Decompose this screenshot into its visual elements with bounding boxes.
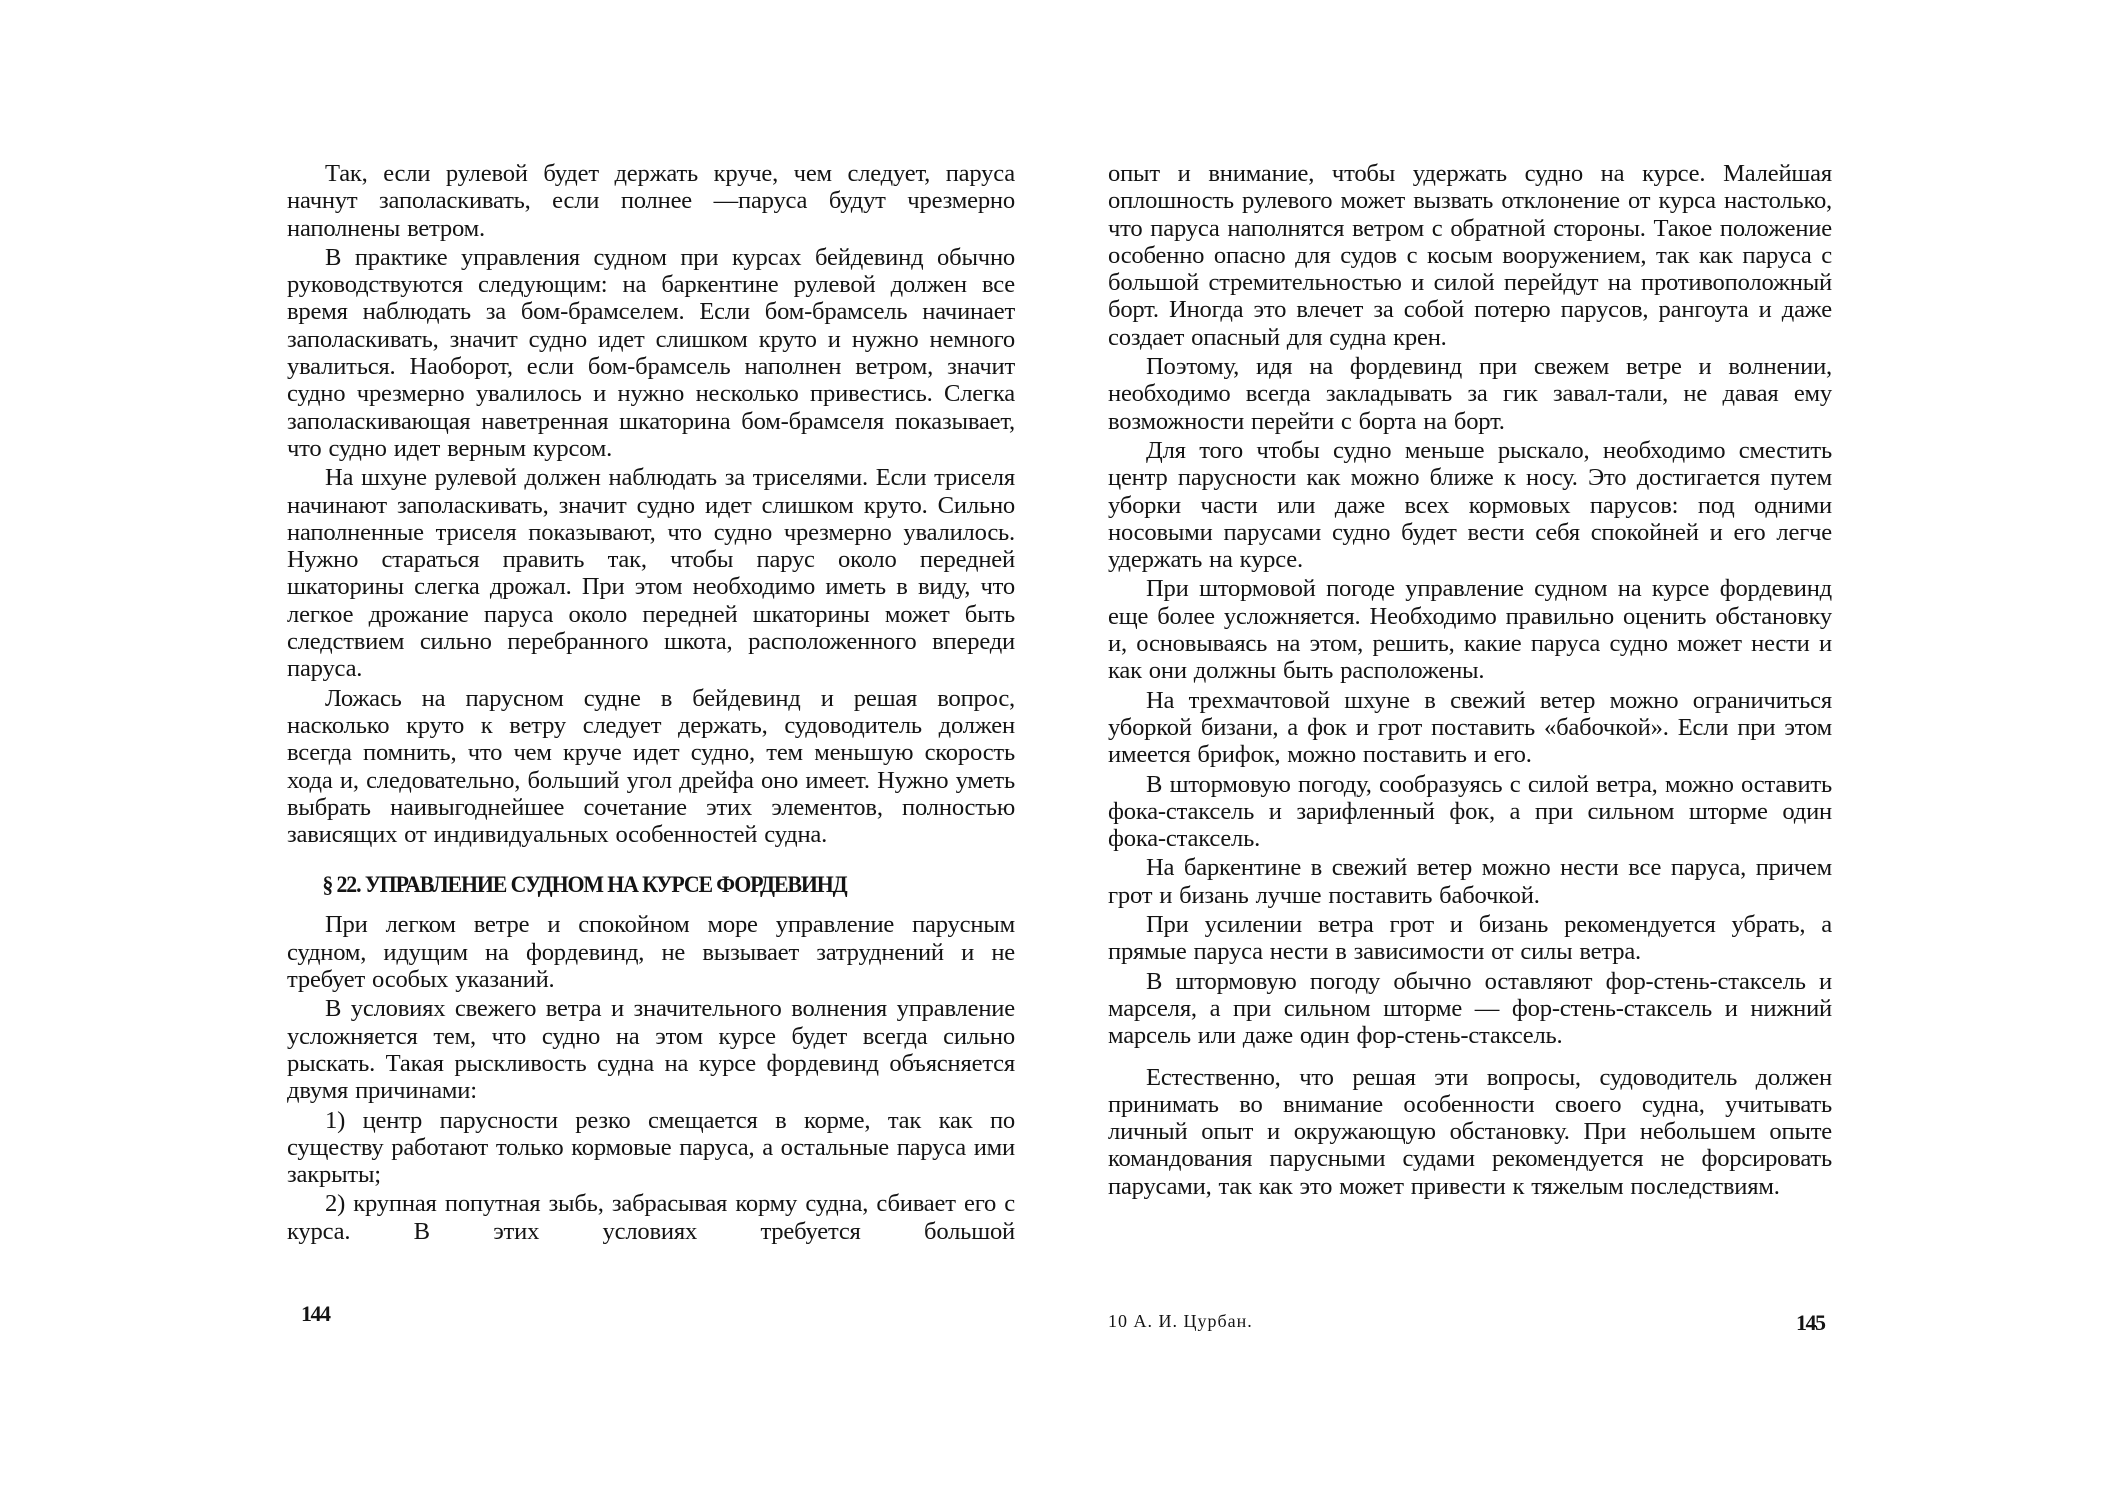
paragraph: Поэтому, идя на фордевинд при свежем ветре и волнении, необходимо всегда закладывать за гик завал-тали, не давая ему возможности перейти с борта на борт.: [1108, 353, 1832, 435]
page-number-right: 145: [1796, 1310, 1825, 1335]
paragraph: Так, если рулевой будет держать круче, чем следует, паруса начнут заполаскивать, если полнее —паруса будут чрезмерно наполнены ветром.: [287, 160, 1015, 242]
paragraph: При штормовой погоде управление судном на курсе фордевинд еще более усложняется. Необходимо правильно оценить обстановку и, основываясь на этом, решить, какие паруса судно может нести и как они должны быть расположены.: [1108, 575, 1832, 685]
paragraph: В практике управления судном при курсах бейдевинд обычно руководствуются следующим: на баркентине рулевой должен все время наблюдать за бом-брамселем. Если бом-брамсель начинает заполаскивать, значит судно идет слишком круто и нужно немного увалиться. Наоборот, если бом-брамсель наполнен ветром, значит судно чрезмерно увалилось и нужно несколько привестись. Слегка заполаскивающая наветренная шкаторина бом-брамселя показывает, что судно идет верным курсом.: [287, 243, 1015, 462]
page-number-left: 144: [301, 1301, 330, 1326]
paragraph: При легком ветре и спокойном море управление парусным судном, идущим на фордевинд, не вызывает затруднений и не требует особых указаний.: [287, 911, 1015, 994]
paragraph: На трехмачтовой шхуне в свежий ветер можно ограничиться уборкой бизани, а фок и грот поставить «бабочкой». Если при этом имеется брифок, можно поставить и его.: [1108, 686, 1832, 769]
spacer: [1108, 1052, 1832, 1064]
paragraph: опыт и внимание, чтобы удержать судно на курсе. Малейшая оплошность рулевого может вызвать отклонение от курса настолько, что паруса наполнятся ветром с обратной стороны. Такое положение особенно опасно для судов с косым вооружением, так как паруса с большой стремительностью и силой перейдут на противоположный борт. Иногда это влечет за собой потерю парусов, рангоута и даже создает опасный для судна крен.: [1108, 160, 1832, 351]
paragraph: На баркентине в свежий ветер можно нести все паруса, причем грот и бизань лучше поставить бабочкой.: [1108, 854, 1832, 909]
list-item: 1) центр парусности резко смещается в корме, так как по существу работают только кормовые паруса, а остальные паруса ими закрыты;: [287, 1106, 1015, 1189]
paragraph: В условиях свежего ветра и значительного волнения управление усложняется тем, что судно на этом курсе будет всегда сильно рыскать. Такая рыскливость судна на курсе фордевинд объясняется двумя причинами:: [287, 995, 1015, 1105]
list-item: 2) крупная попутная зыбь, забрасывая корму судна, сбивает его с курса. В этих условиях требуется большой: [287, 1190, 1015, 1245]
paragraph: В штормовую погоду, сообразуясь с силой ветра, можно оставить фока-стаксель и зарифленный фок, а при сильном шторме один фока-стаксель.: [1108, 770, 1832, 853]
paragraph: Для того чтобы судно меньше рыскало, необходимо сместить центр парусности как можно ближе к носу. Это достигается путем уборки части или даже всех кормовых парусов: под одними носовыми парусами судно будет вести себя спокойней и его легче удержать на курсе.: [1108, 436, 1832, 574]
printer-signature: 10 А. И. Цурбан.: [1108, 1311, 1253, 1331]
right-page: [1108, 160, 1832, 1202]
paragraph: В штормовую погоду обычно оставляют фор-стень-стаксель и марселя, а при сильном шторме — фор-стень-стаксель и нижний марсель или даже один фор-стень-стаксель.: [1108, 967, 1832, 1050]
paragraph: Ложась на парусном судне в бейдевинд и решая вопрос, насколько круто к ветру следует держать, судоводитель должен всегда помнить, что чем круче идет судно, тем меньшую скорость хода и, следовательно, больший угол дрейфа оно имеет. Нужно уметь выбрать наивыгоднейшее сочетание этих элементов, полностью зависящих от индивидуальных особенностей судна.: [287, 684, 1015, 849]
paragraph: При усилении ветра грот и бизань рекомендуется убрать, а прямые паруса нести в зависимости от силы ветра.: [1108, 911, 1832, 966]
section-heading: § 22. УПРАВЛЕНИЕ СУДНОМ НА КУРСЕ ФОРДЕВИНД: [322, 872, 847, 899]
paragraph: Естественно, что решая эти вопросы, судоводитель должен принимать во внимание особенности своего судна, учитывать личный опыт и окружающую обстановку. При небольшем опыте командования парусными судами рекомендуется не форсировать парусами, так как это может привести к тяжелым последствиям.: [1108, 1063, 1832, 1200]
left-page: [287, 160, 1015, 1247]
paragraph: На шхуне рулевой должен наблюдать за триселями. Если триселя начинают заполаскивать, значит судно идет слишком круто. Сильно наполненные триселя показывают, что судно чрезмерно увалилось. Нужно стараться править так, чтобы парус около передней шкаторины слегка дрожал. При этом необходимо иметь в виду, что легкое дрожание паруса около передней шкаторины может быть следствием сильно перебранного шкота, расположенного впереди паруса.: [287, 464, 1015, 683]
